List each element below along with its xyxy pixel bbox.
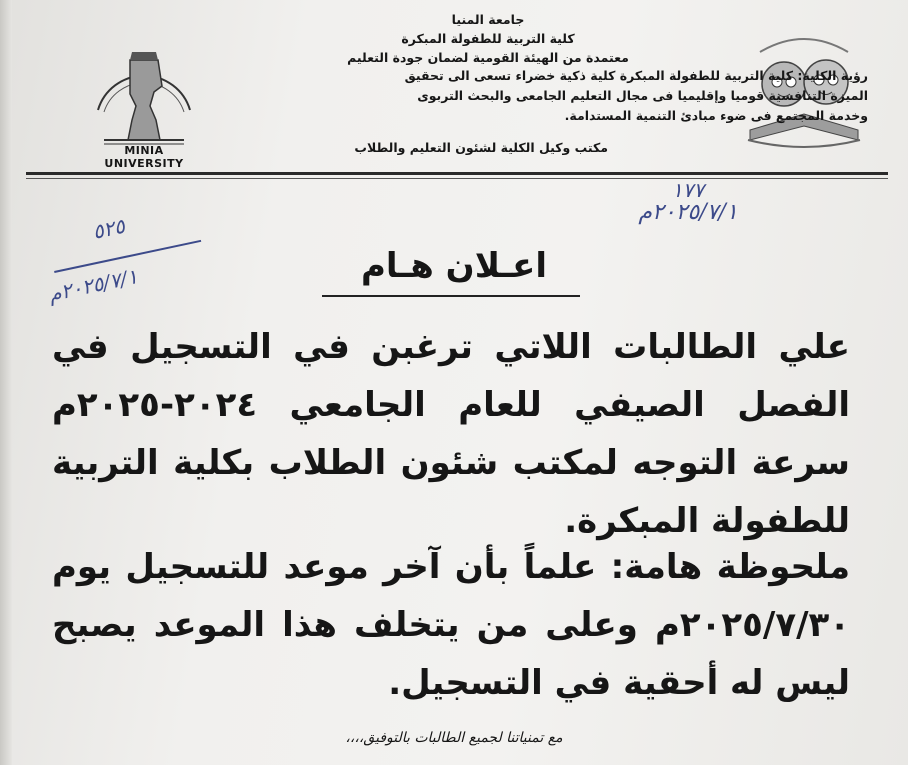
vision-line: وخدمة المجتمع فى ضوء مبادئ التنمية المستدامة. [564,108,868,123]
logo-caption: MINIA UNIVERSITY [104,144,184,170]
office-line: مكتب وكيل الكلية لشئون التعليم والطلاب [354,140,608,155]
reference-date: ٢٠٢٥/٧/١م [638,200,738,225]
reference-date: ٢٠٢٥/٧/١م [46,264,140,307]
announcement-body [52,318,850,550]
important-note [52,538,850,712]
university-name: جامعة المنيا [451,12,525,27]
accreditation-line: معتمدة من الهيئة القومية لضمان جودة التعليم [347,50,629,65]
note-paragraph: ملحوظة هامة: علماً بأن آخر موعد للتسجيل يوم ٢٠٢٥/٧/٣٠م وعلى من يتخلف هذا الموعد يصبح ليس له أحقية في التسجيل. [52,547,850,703]
faculty-vision [168,66,868,126]
announcement-title: اعـلان هـام [360,246,548,286]
header-institution [188,10,788,67]
handwritten-reference-right [613,178,763,225]
title-underline [322,295,580,297]
header-divider [26,172,888,175]
faculty-name: كلية التربية للطفولة المبكرة [401,31,575,46]
reference-number: ٥٢٥ [90,213,127,244]
vision-line: الميزة التنافسية قوميا وإقليميا فى مجال التعليم الجامعى والبحث التربوى [417,88,868,103]
reference-number: ١٧٧ [671,178,705,202]
closing-wishes: مع تمنياتنا لجميع الطالبات بالتوفيق،،،، [345,730,563,746]
vision-line: رؤية الكلية: كلية التربية للطفولة المبكرة كلية ذكية خضراء تسعى الى تحقيق [404,68,868,83]
page-edge-shadow [0,0,12,765]
body-paragraph: علي الطالبات اللاتي ترغبن في التسجيل في الفصل الصيفي للعام الجامعي ٢٠٢٤-٢٠٢٥م سرعة التوجه لمكتب شئون الطلاب بكلية التربية للطفولة المبكرة. [52,327,850,541]
